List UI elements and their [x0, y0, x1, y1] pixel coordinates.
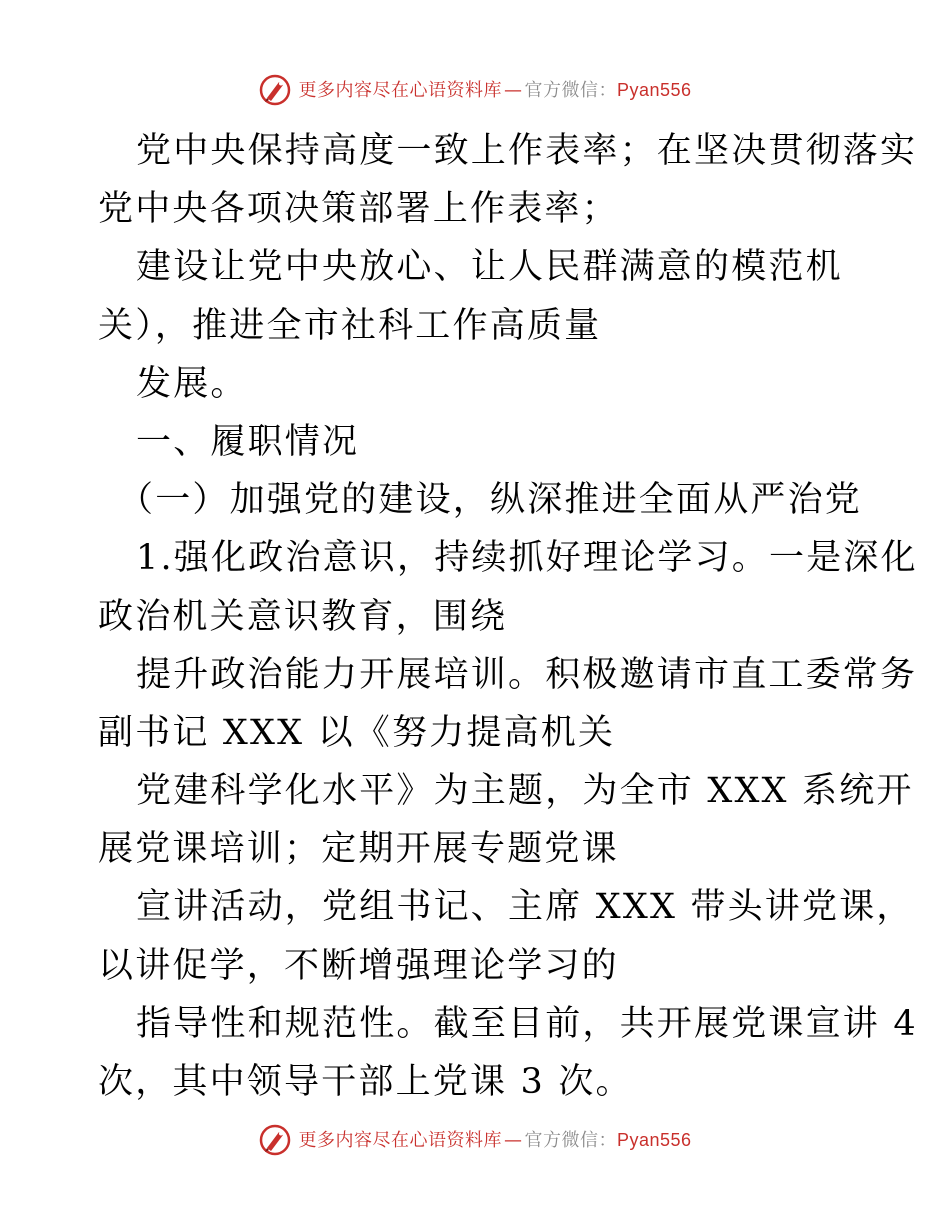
- body-line: 指导性和规范性。截至目前，共开展党课宣讲 4: [136, 1003, 918, 1044]
- body-line: 党中央各项决策部署上作表率；: [98, 189, 619, 230]
- footer-official-label: 官方微信：: [524, 1129, 617, 1151]
- body-line: 党建科学化水平》为主题，为全市 XXX 系统开: [136, 771, 914, 812]
- pen-logo-icon: [258, 73, 292, 107]
- footer-promo: [298, 1120, 691, 1161]
- body-line: 党中央保持高度一致上作表率；在坚决贯彻落实: [136, 131, 918, 171]
- body-line: 1.强化政治意识，持续抓好理论学习。一是深化: [136, 538, 918, 579]
- section-heading: 一、履职情况: [136, 421, 360, 462]
- header-dash: —: [503, 79, 523, 101]
- header-official-label: 官方微信：: [524, 79, 617, 101]
- body-line: 次，其中领导干部上党课 3 次。: [98, 1062, 633, 1102]
- header-wechat-id: Pyan556: [616, 79, 692, 100]
- pen-logo-icon: [258, 1123, 292, 1157]
- footer-wechat-id: Pyan556: [616, 1129, 692, 1150]
- body-line: 关），推进全市社科工作高质量: [98, 305, 602, 346]
- body-line: 提升政治能力开展培训。积极邀请市直工委常务: [136, 654, 918, 695]
- body-line: 发展。: [136, 363, 248, 404]
- header-promo-text: 更多内容尽在心语资料库: [298, 79, 502, 101]
- body-line: 副书记 XXX 以《努力提高机关: [98, 712, 616, 753]
- footer-dash: —: [503, 1129, 523, 1151]
- body-line: 政治机关意识教育，围绕: [98, 596, 508, 637]
- footer-promo-text: 更多内容尽在心语资料库: [298, 1129, 502, 1151]
- body-line: 以讲促学，不断增强理论学习的: [98, 945, 619, 986]
- footer-banner: [0, 1120, 950, 1160]
- body-line: 展党课培训；定期开展专题党课: [98, 829, 619, 870]
- body-line: 建设让党中央放心、让人民群满意的模范机: [136, 247, 843, 288]
- header-promo: [298, 70, 691, 111]
- document-body: [98, 122, 918, 1111]
- subsection-heading: （一）加强党的建设，纵深推进全面从严治党: [118, 480, 863, 521]
- body-line: 宣讲活动，党组书记、主席 XXX 带头讲党课，: [136, 887, 914, 928]
- header-banner: [0, 70, 950, 110]
